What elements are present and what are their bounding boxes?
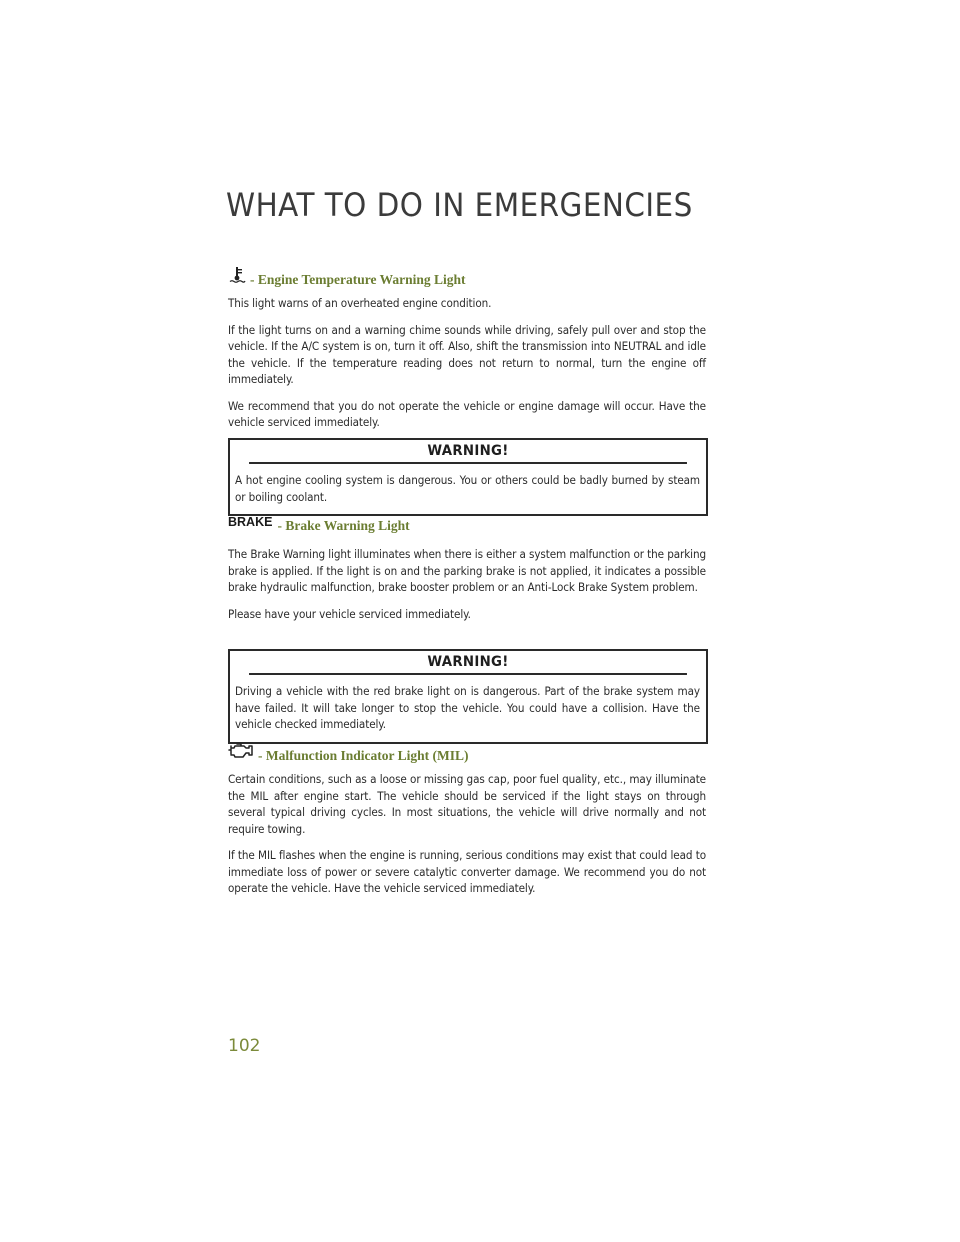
warning-box-hot-cooling [228, 438, 708, 516]
mil-heading-label: - Malfunction Indicator Light (MIL) [258, 748, 469, 763]
paragraph: The Brake Warning light illuminates when there is either a system malfunction or the parking brake is applied. If the light is on and the parking brake is not applied, it indicates a possible brake hydraulic malfunction, brake booster problem or an Anti-Lock Brake System problem. [228, 547, 706, 594]
page-title: WHAT TO DO IN EMERGENCIES [226, 186, 693, 224]
engine-temperature-heading [228, 266, 466, 288]
warning-title: WARNING! [249, 651, 687, 675]
warning-text: A hot engine cooling system is dangerous. You or others could be badly burned by steam or boiling coolant. [235, 473, 700, 504]
paragraph: We recommend that you do not operate the vehicle or engine damage will occur. Have the vehicle serviced immediately. [228, 398, 706, 429]
paragraph: Please have your vehicle serviced immediately. [228, 606, 471, 621]
engine-temperature-icon [228, 266, 246, 288]
warning-box-brake [228, 649, 708, 744]
brake-body [228, 546, 706, 622]
engine-temperature-body [228, 295, 706, 431]
mil-body [228, 771, 706, 897]
mil-heading [228, 742, 469, 764]
warning-title: WARNING! [249, 440, 687, 464]
paragraph: If the MIL flashes when the engine is running, serious conditions may exist that could lead to immediate loss of power or severe catalytic converter damage. We recommend you do not operate the vehicle. Have the vehicle serviced immediately. [228, 848, 706, 895]
paragraph: This light warns of an overheated engine condition. [228, 296, 492, 310]
page-number: 102 [228, 1036, 261, 1056]
engine-temperature-heading-label: - Engine Temperature Warning Light [250, 272, 466, 287]
brake-icon: BRAKE [228, 515, 273, 529]
brake-heading-label: - Brake Warning Light [277, 518, 410, 533]
paragraph: If the light turns on and a warning chime sounds while driving, safely pull over and stop the vehicle. If the A/C system is on, turn it off. Also, shift the transmission into NEUTRAL and idle the vehicle. If the temperature reading does not return to normal, turn the engine off immediately. [228, 322, 706, 386]
paragraph: Certain conditions, such as a loose or missing gas cap, poor fuel quality, etc., may illuminate the MIL after engine start. The vehicle should be serviced if the light stays on through several typical driving cycles. In most situations, the vehicle will drive normally and not require towing. [228, 772, 706, 836]
check-engine-icon [228, 742, 254, 764]
brake-heading [228, 515, 410, 534]
warning-text: Driving a vehicle with the red brake light on is dangerous. Part of the brake system may have failed. It will take longer to stop the vehicle. You could have a collision. Have the vehicle checked immediately. [235, 684, 700, 731]
